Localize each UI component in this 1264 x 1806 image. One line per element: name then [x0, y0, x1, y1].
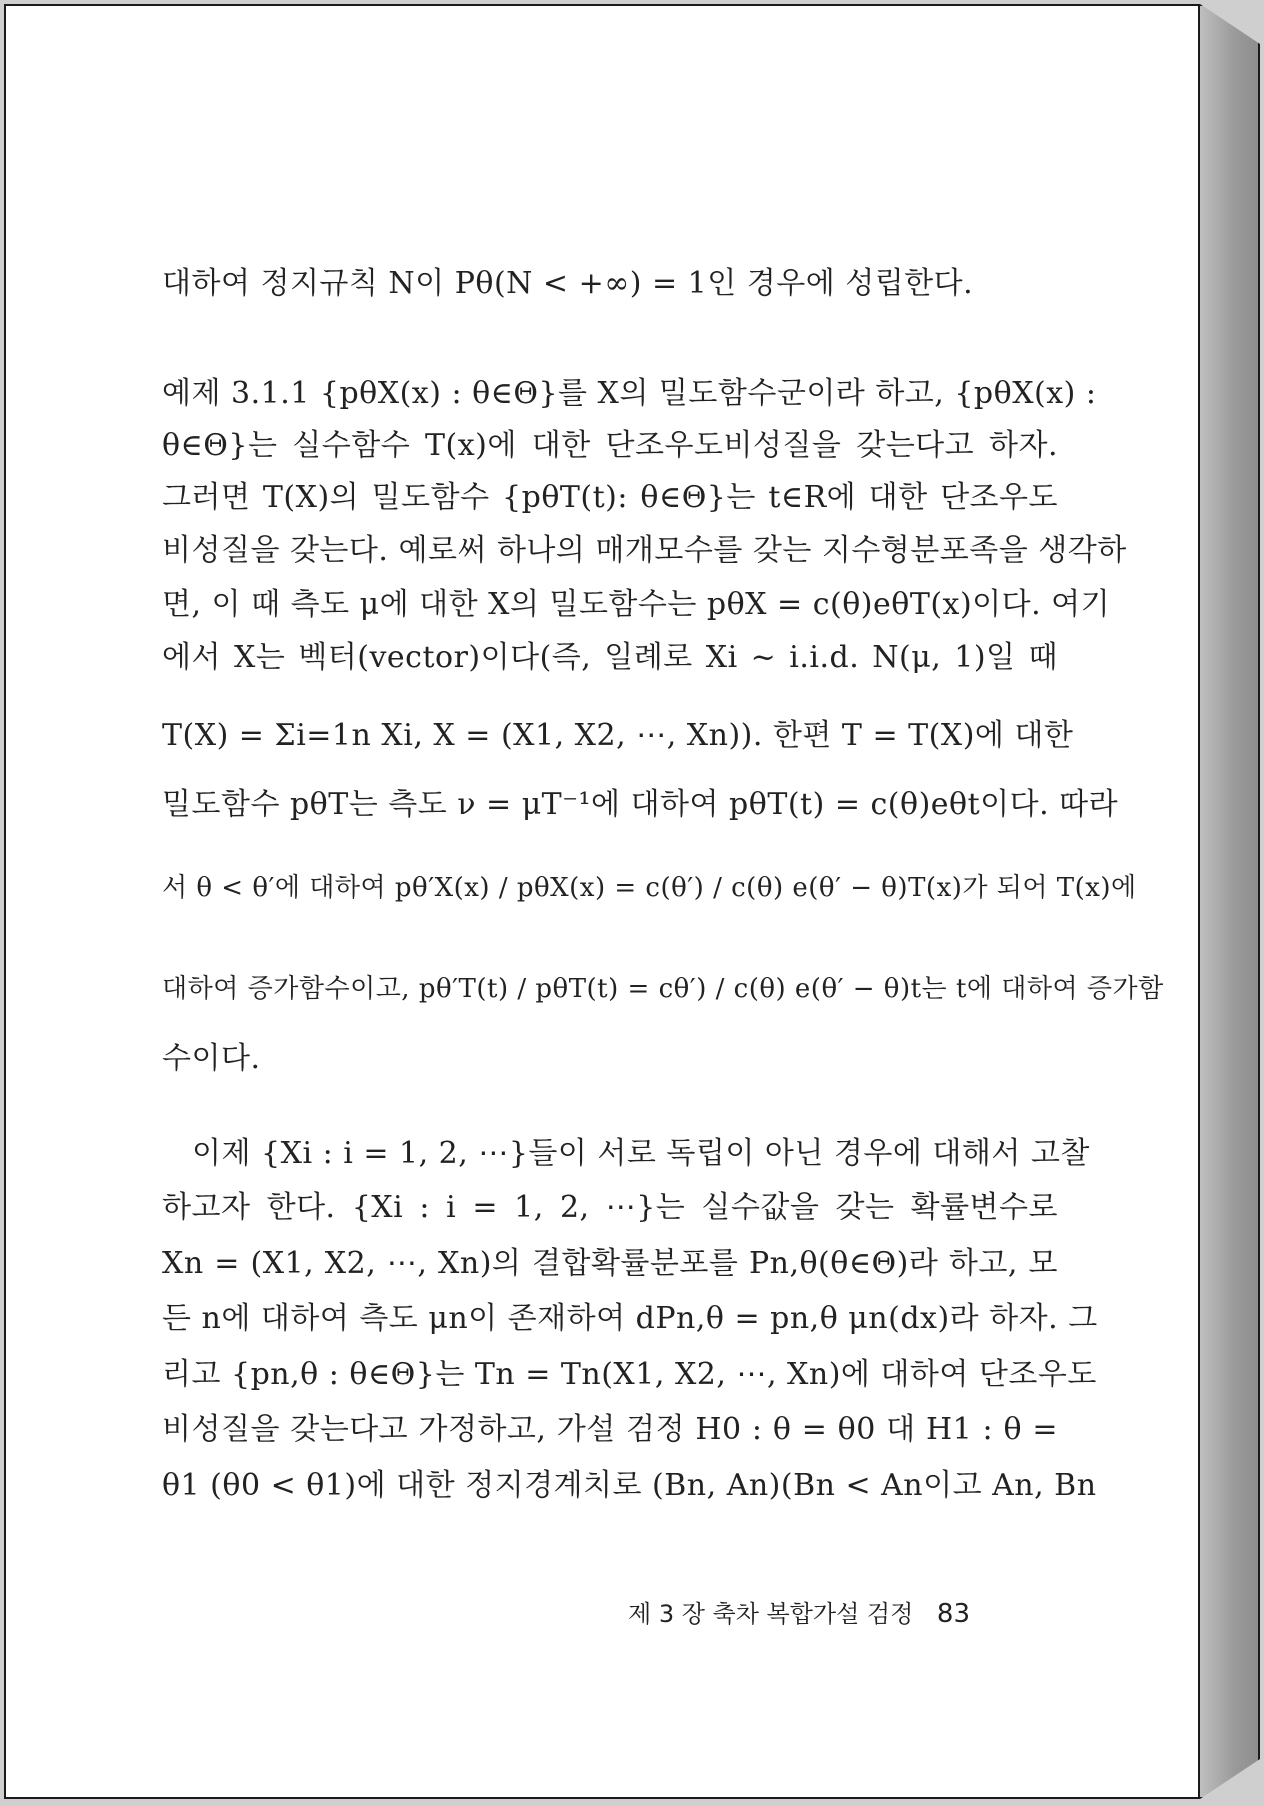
example-line: T(X) = Σi=1n Xi, X = (X1, X2, ⋯, Xn)). 한편 T = T(X)에 대한	[162, 718, 1074, 753]
text-line: 대하여 정지규칙 N이 Pθ(N < +∞) = 1인 경우에 성립한다.	[162, 266, 974, 301]
example-line: 면, 이 때 측도 μ에 대한 X의 밀도함수는 pθX = c(θ)eθT(x)이다. 여기	[162, 587, 1111, 622]
example-line: 수이다.	[162, 1041, 261, 1076]
text-line: 하고자 한다. {Xi : i = 1, 2, ⋯}는 실수값을 갖는 확률변수로	[162, 1190, 1058, 1225]
example-line: 대하여 증가함수이고, pθ′T(t) / pθT(t) = cθ′) / c(θ) e(θ′ − θ)t는 t에 대하여 증가함	[162, 974, 1164, 1004]
chapter-title: 제 3 장 축차 복합가설 검정	[628, 1600, 914, 1628]
example-line: 예제 3.1.1 {pθX(x) : θ∈Θ}를 X의 밀도함수군이라 하고, {pθX(x) :	[162, 376, 1097, 411]
text-line: θ1 (θ0 < θ1)에 대한 정지경계치로 (Bn, An)(Bn < An이고 An, Bn	[162, 1468, 1097, 1503]
text-line: 이제 {Xi : i = 1, 2, ⋯}들이 서로 독립이 아닌 경우에 대해서 고찰	[192, 1136, 1090, 1171]
page-footer	[628, 1594, 970, 1629]
book-page	[4, 4, 1200, 1799]
example-line: 서 θ < θ′에 대하여 pθ′X(x) / pθX(x) = c(θ′) / c(θ) e(θ′ − θ)T(x)가 되어 T(x)에	[162, 873, 1137, 903]
example-line: 그러면 T(X)의 밀도함수 {pθT(t): θ∈Θ}는 t∈R에 대한 단조우도	[162, 480, 1058, 515]
text-line: Xn = (X1, X2, ⋯, Xn)의 결합확률분포를 Pn,θ(θ∈Θ)라 하고, 모	[162, 1246, 1058, 1281]
text-line: 비성질을 갖는다고 가정하고, 가설 검정 H0 : θ = θ0 대 H1 : θ =	[162, 1412, 1058, 1447]
example-line: 비성질을 갖는다. 예로써 하나의 매개모수를 갖는 지수형분포족을 생각하	[162, 533, 1127, 568]
example-line: 밀도함수 pθT는 측도 ν = μT⁻¹에 대하여 pθT(t) = c(θ)eθt이다. 따라	[162, 787, 1119, 822]
text-line: 든 n에 대하여 측도 μn이 존재하여 dPn,θ = pn,θ μn(dx)라 하자. 그	[162, 1301, 1098, 1336]
example-line: 에서 X는 벡터(vector)이다(즉, 일례로 Xi ~ i.i.d. N(μ, 1)일 때	[162, 640, 1058, 675]
book-spine-edge	[1200, 4, 1260, 1799]
example-line: θ∈Θ}는 실수함수 T(x)에 대한 단조우도비성질을 갖는다고 하자.	[162, 428, 1058, 463]
page-number: 83	[936, 1599, 970, 1629]
text-line: 리고 {pn,θ : θ∈Θ}는 Tn = Tn(X1, X2, ⋯, Xn)에 대하여 단조우도	[162, 1357, 1097, 1392]
